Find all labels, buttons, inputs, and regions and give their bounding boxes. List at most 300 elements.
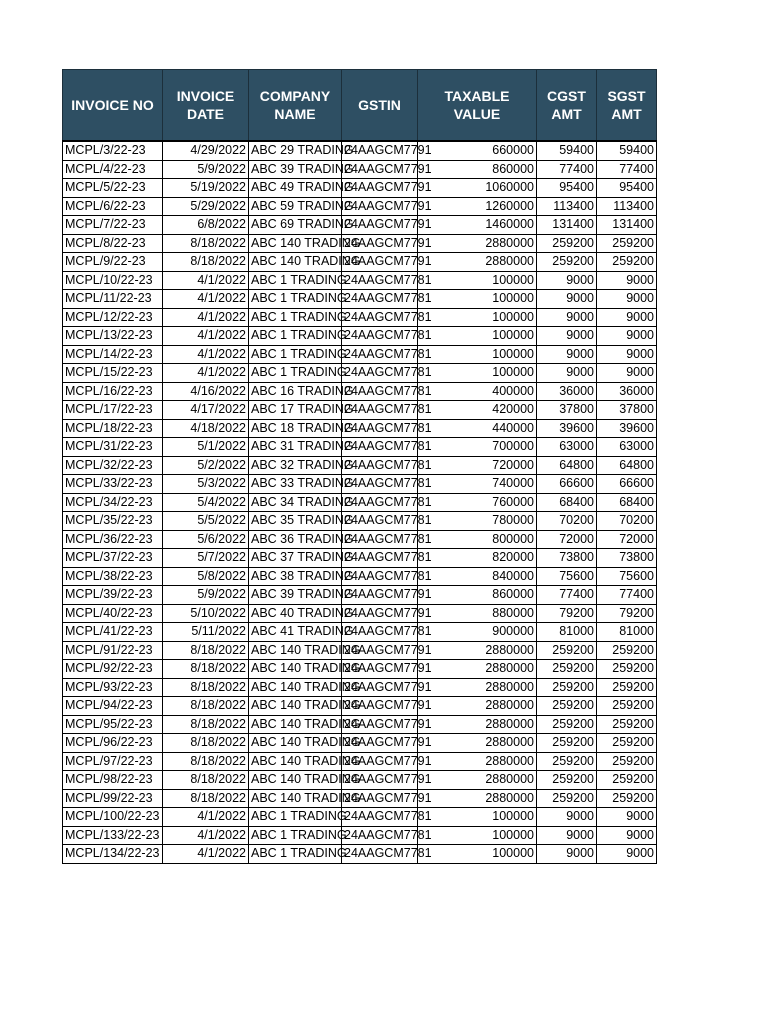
table-row bbox=[63, 586, 657, 605]
cell-invoice-no[interactable]: MCPL/38/22-23 bbox=[63, 567, 163, 586]
cell-gstin[interactable]: 24AAGCM7781 bbox=[342, 345, 418, 364]
cell-gstin[interactable]: 24AAGCM7781 bbox=[342, 419, 418, 438]
cell-sgst-amt[interactable]: 59400 bbox=[597, 141, 657, 160]
cell-company-name[interactable]: ABC 1 TRADING bbox=[249, 808, 342, 827]
cell-company-name[interactable]: ABC 140 TRADING bbox=[249, 660, 342, 679]
cell-cgst-amt[interactable]: 259200 bbox=[537, 752, 597, 771]
cell-sgst-amt[interactable]: 259200 bbox=[597, 660, 657, 679]
cell-cgst-amt[interactable]: 63000 bbox=[537, 438, 597, 457]
cell-gstin[interactable]: 24AAGCM7781 bbox=[342, 271, 418, 290]
cell-company-name[interactable]: ABC 140 TRADING bbox=[249, 752, 342, 771]
cell-taxable-value[interactable]: 100000 bbox=[418, 290, 537, 309]
cell-invoice-date[interactable]: 5/7/2022 bbox=[163, 549, 249, 568]
cell-company-name[interactable]: ABC 140 TRADING bbox=[249, 734, 342, 753]
cell-invoice-date[interactable]: 4/1/2022 bbox=[163, 826, 249, 845]
cell-cgst-amt[interactable]: 131400 bbox=[537, 216, 597, 235]
cell-sgst-amt[interactable]: 81000 bbox=[597, 623, 657, 642]
cell-sgst-amt[interactable]: 259200 bbox=[597, 734, 657, 753]
cell-gstin[interactable]: 24AAGCM7791 bbox=[342, 752, 418, 771]
cell-taxable-value[interactable]: 400000 bbox=[418, 382, 537, 401]
cell-invoice-date[interactable]: 4/16/2022 bbox=[163, 382, 249, 401]
cell-sgst-amt[interactable]: 77400 bbox=[597, 586, 657, 605]
cell-sgst-amt[interactable]: 36000 bbox=[597, 382, 657, 401]
cell-gstin[interactable]: 24AAGCM7781 bbox=[342, 327, 418, 346]
cell-sgst-amt[interactable]: 259200 bbox=[597, 715, 657, 734]
cell-invoice-date[interactable]: 4/17/2022 bbox=[163, 401, 249, 420]
cell-taxable-value[interactable]: 100000 bbox=[418, 364, 537, 383]
cell-gstin[interactable]: 24AAGCM7781 bbox=[342, 512, 418, 531]
cell-cgst-amt[interactable]: 36000 bbox=[537, 382, 597, 401]
cell-invoice-no[interactable]: MCPL/7/22-23 bbox=[63, 216, 163, 235]
cell-company-name[interactable]: ABC 140 TRADING bbox=[249, 697, 342, 716]
cell-taxable-value[interactable]: 2880000 bbox=[418, 734, 537, 753]
table-row bbox=[63, 419, 657, 438]
cell-invoice-no[interactable]: MCPL/133/22-23 bbox=[63, 826, 163, 845]
cell-cgst-amt[interactable]: 73800 bbox=[537, 549, 597, 568]
cell-sgst-amt[interactable]: 37800 bbox=[597, 401, 657, 420]
cell-taxable-value[interactable]: 1460000 bbox=[418, 216, 537, 235]
cell-company-name[interactable]: ABC 39 TRADING bbox=[249, 586, 342, 605]
cell-sgst-amt[interactable]: 79200 bbox=[597, 604, 657, 623]
cell-sgst-amt[interactable]: 64800 bbox=[597, 456, 657, 475]
cell-invoice-no[interactable]: MCPL/99/22-23 bbox=[63, 789, 163, 808]
cell-invoice-date[interactable]: 4/1/2022 bbox=[163, 308, 249, 327]
cell-company-name[interactable]: ABC 1 TRADING bbox=[249, 327, 342, 346]
cell-invoice-no[interactable]: MCPL/17/22-23 bbox=[63, 401, 163, 420]
cell-gstin[interactable]: 24AAGCM7781 bbox=[342, 549, 418, 568]
cell-invoice-date[interactable]: 8/18/2022 bbox=[163, 641, 249, 660]
cell-gstin[interactable]: 24AAGCM7791 bbox=[342, 141, 418, 160]
cell-sgst-amt[interactable]: 259200 bbox=[597, 697, 657, 716]
table-row bbox=[63, 623, 657, 642]
cell-cgst-amt[interactable]: 9000 bbox=[537, 290, 597, 309]
cell-cgst-amt[interactable]: 259200 bbox=[537, 253, 597, 272]
cell-company-name[interactable]: ABC 39 TRADING bbox=[249, 160, 342, 179]
cell-cgst-amt[interactable]: 37800 bbox=[537, 401, 597, 420]
cell-invoice-date[interactable]: 4/1/2022 bbox=[163, 364, 249, 383]
cell-sgst-amt[interactable]: 259200 bbox=[597, 789, 657, 808]
table-row bbox=[63, 234, 657, 253]
cell-taxable-value[interactable]: 2880000 bbox=[418, 697, 537, 716]
cell-company-name[interactable]: ABC 36 TRADING bbox=[249, 530, 342, 549]
cell-gstin[interactable]: 24AAGCM7791 bbox=[342, 771, 418, 790]
cell-invoice-no[interactable]: MCPL/16/22-23 bbox=[63, 382, 163, 401]
cell-taxable-value[interactable]: 100000 bbox=[418, 271, 537, 290]
cell-cgst-amt[interactable]: 259200 bbox=[537, 771, 597, 790]
cell-cgst-amt[interactable]: 68400 bbox=[537, 493, 597, 512]
cell-cgst-amt[interactable]: 259200 bbox=[537, 641, 597, 660]
cell-taxable-value[interactable]: 800000 bbox=[418, 530, 537, 549]
cell-invoice-no[interactable]: MCPL/6/22-23 bbox=[63, 197, 163, 216]
cell-invoice-date[interactable]: 8/18/2022 bbox=[163, 771, 249, 790]
cell-gstin[interactable]: 24AAGCM7791 bbox=[342, 697, 418, 716]
cell-sgst-amt[interactable]: 75600 bbox=[597, 567, 657, 586]
cell-invoice-date[interactable]: 5/6/2022 bbox=[163, 530, 249, 549]
cell-invoice-no[interactable]: MCPL/40/22-23 bbox=[63, 604, 163, 623]
cell-company-name[interactable]: ABC 40 TRADING bbox=[249, 604, 342, 623]
cell-sgst-amt[interactable]: 259200 bbox=[597, 752, 657, 771]
cell-company-name[interactable]: ABC 1 TRADING bbox=[249, 271, 342, 290]
cell-invoice-date[interactable]: 4/1/2022 bbox=[163, 327, 249, 346]
cell-company-name[interactable]: ABC 29 TRADING bbox=[249, 141, 342, 160]
header-invoice-date: INVOICE DATE bbox=[163, 70, 249, 142]
cell-invoice-no[interactable]: MCPL/34/22-23 bbox=[63, 493, 163, 512]
cell-invoice-date[interactable]: 5/4/2022 bbox=[163, 493, 249, 512]
table-row bbox=[63, 549, 657, 568]
cell-company-name[interactable]: ABC 32 TRADING bbox=[249, 456, 342, 475]
cell-company-name[interactable]: ABC 1 TRADING bbox=[249, 826, 342, 845]
cell-gstin[interactable]: 24AAGCM7781 bbox=[342, 382, 418, 401]
cell-company-name[interactable]: ABC 35 TRADING bbox=[249, 512, 342, 531]
table-row bbox=[63, 715, 657, 734]
cell-invoice-no[interactable]: MCPL/37/22-23 bbox=[63, 549, 163, 568]
cell-cgst-amt[interactable]: 9000 bbox=[537, 826, 597, 845]
cell-invoice-date[interactable]: 4/1/2022 bbox=[163, 345, 249, 364]
header-gstin: GSTIN bbox=[342, 70, 418, 142]
cell-taxable-value[interactable]: 660000 bbox=[418, 141, 537, 160]
cell-gstin[interactable]: 24AAGCM7781 bbox=[342, 567, 418, 586]
cell-invoice-date[interactable]: 5/10/2022 bbox=[163, 604, 249, 623]
cell-taxable-value[interactable]: 700000 bbox=[418, 438, 537, 457]
cell-sgst-amt[interactable]: 9000 bbox=[597, 290, 657, 309]
cell-sgst-amt[interactable]: 39600 bbox=[597, 419, 657, 438]
cell-taxable-value[interactable]: 1060000 bbox=[418, 179, 537, 198]
cell-company-name[interactable]: ABC 69 TRADING bbox=[249, 216, 342, 235]
cell-company-name[interactable]: ABC 34 TRADING bbox=[249, 493, 342, 512]
table-row bbox=[63, 845, 657, 864]
cell-cgst-amt[interactable]: 39600 bbox=[537, 419, 597, 438]
cell-invoice-date[interactable]: 5/29/2022 bbox=[163, 197, 249, 216]
invoice-table bbox=[62, 69, 657, 864]
cell-sgst-amt[interactable]: 9000 bbox=[597, 327, 657, 346]
cell-sgst-amt[interactable]: 72000 bbox=[597, 530, 657, 549]
cell-invoice-date[interactable]: 8/18/2022 bbox=[163, 752, 249, 771]
cell-company-name[interactable]: ABC 1 TRADING bbox=[249, 345, 342, 364]
cell-company-name[interactable]: ABC 140 TRADING bbox=[249, 678, 342, 697]
cell-sgst-amt[interactable]: 95400 bbox=[597, 179, 657, 198]
cell-cgst-amt[interactable]: 95400 bbox=[537, 179, 597, 198]
cell-invoice-no[interactable]: MCPL/134/22-23 bbox=[63, 845, 163, 864]
cell-taxable-value[interactable]: 100000 bbox=[418, 808, 537, 827]
cell-sgst-amt[interactable]: 68400 bbox=[597, 493, 657, 512]
cell-cgst-amt[interactable]: 9000 bbox=[537, 845, 597, 864]
cell-sgst-amt[interactable]: 113400 bbox=[597, 197, 657, 216]
cell-company-name[interactable]: ABC 140 TRADING bbox=[249, 771, 342, 790]
cell-invoice-no[interactable]: MCPL/18/22-23 bbox=[63, 419, 163, 438]
table-row bbox=[63, 216, 657, 235]
cell-sgst-amt[interactable]: 9000 bbox=[597, 364, 657, 383]
cell-sgst-amt[interactable]: 131400 bbox=[597, 216, 657, 235]
cell-taxable-value[interactable]: 2880000 bbox=[418, 253, 537, 272]
cell-invoice-no[interactable]: MCPL/35/22-23 bbox=[63, 512, 163, 531]
table-row bbox=[63, 290, 657, 309]
cell-invoice-no[interactable]: MCPL/14/22-23 bbox=[63, 345, 163, 364]
cell-gstin[interactable]: 24AAGCM7791 bbox=[342, 179, 418, 198]
cell-taxable-value[interactable]: 2880000 bbox=[418, 234, 537, 253]
cell-invoice-date[interactable]: 4/29/2022 bbox=[163, 141, 249, 160]
cell-invoice-date[interactable]: 8/18/2022 bbox=[163, 678, 249, 697]
table-row bbox=[63, 567, 657, 586]
cell-invoice-no[interactable]: MCPL/13/22-23 bbox=[63, 327, 163, 346]
cell-invoice-date[interactable]: 8/18/2022 bbox=[163, 789, 249, 808]
cell-cgst-amt[interactable]: 66600 bbox=[537, 475, 597, 494]
cell-gstin[interactable]: 24AAGCM7791 bbox=[342, 715, 418, 734]
cell-invoice-no[interactable]: MCPL/5/22-23 bbox=[63, 179, 163, 198]
cell-company-name[interactable]: ABC 1 TRADING bbox=[249, 290, 342, 309]
cell-cgst-amt[interactable]: 259200 bbox=[537, 789, 597, 808]
cell-gstin[interactable]: 24AAGCM7781 bbox=[342, 826, 418, 845]
cell-invoice-no[interactable]: MCPL/12/22-23 bbox=[63, 308, 163, 327]
cell-invoice-no[interactable]: MCPL/9/22-23 bbox=[63, 253, 163, 272]
cell-sgst-amt[interactable]: 9000 bbox=[597, 845, 657, 864]
cell-gstin[interactable]: 24AAGCM7781 bbox=[342, 401, 418, 420]
cell-cgst-amt[interactable]: 81000 bbox=[537, 623, 597, 642]
cell-cgst-amt[interactable]: 77400 bbox=[537, 160, 597, 179]
table-row bbox=[63, 364, 657, 383]
cell-taxable-value[interactable]: 2880000 bbox=[418, 771, 537, 790]
table-row bbox=[63, 734, 657, 753]
cell-taxable-value[interactable]: 760000 bbox=[418, 493, 537, 512]
cell-taxable-value[interactable]: 420000 bbox=[418, 401, 537, 420]
cell-invoice-date[interactable]: 8/18/2022 bbox=[163, 734, 249, 753]
cell-company-name[interactable]: ABC 140 TRADING bbox=[249, 789, 342, 808]
header-taxable-value: TAXABLE VALUE bbox=[418, 70, 537, 142]
cell-cgst-amt[interactable]: 259200 bbox=[537, 715, 597, 734]
cell-cgst-amt[interactable]: 9000 bbox=[537, 308, 597, 327]
table-row bbox=[63, 493, 657, 512]
cell-cgst-amt[interactable]: 259200 bbox=[537, 234, 597, 253]
cell-invoice-date[interactable]: 5/11/2022 bbox=[163, 623, 249, 642]
cell-invoice-no[interactable]: MCPL/94/22-23 bbox=[63, 697, 163, 716]
cell-sgst-amt[interactable]: 9000 bbox=[597, 808, 657, 827]
cell-invoice-no[interactable]: MCPL/93/22-23 bbox=[63, 678, 163, 697]
cell-gstin[interactable]: 24AAGCM7781 bbox=[342, 290, 418, 309]
cell-company-name[interactable]: ABC 140 TRADING bbox=[249, 253, 342, 272]
cell-cgst-amt[interactable]: 9000 bbox=[537, 364, 597, 383]
cell-taxable-value[interactable]: 780000 bbox=[418, 512, 537, 531]
cell-company-name[interactable]: ABC 41 TRADING bbox=[249, 623, 342, 642]
cell-taxable-value[interactable]: 100000 bbox=[418, 308, 537, 327]
cell-gstin[interactable]: 24AAGCM7781 bbox=[342, 845, 418, 864]
cell-invoice-date[interactable]: 4/1/2022 bbox=[163, 290, 249, 309]
cell-invoice-no[interactable]: MCPL/10/22-23 bbox=[63, 271, 163, 290]
cell-company-name[interactable]: ABC 18 TRADING bbox=[249, 419, 342, 438]
cell-company-name[interactable]: ABC 33 TRADING bbox=[249, 475, 342, 494]
cell-taxable-value[interactable]: 100000 bbox=[418, 345, 537, 364]
cell-company-name[interactable]: ABC 1 TRADING bbox=[249, 845, 342, 864]
cell-cgst-amt[interactable]: 79200 bbox=[537, 604, 597, 623]
cell-sgst-amt[interactable]: 259200 bbox=[597, 641, 657, 660]
cell-company-name[interactable]: ABC 38 TRADING bbox=[249, 567, 342, 586]
cell-gstin[interactable]: 24AAGCM7791 bbox=[342, 216, 418, 235]
cell-company-name[interactable]: ABC 1 TRADING bbox=[249, 308, 342, 327]
cell-invoice-date[interactable]: 8/18/2022 bbox=[163, 660, 249, 679]
table-row bbox=[63, 253, 657, 272]
cell-invoice-no[interactable]: MCPL/33/22-23 bbox=[63, 475, 163, 494]
cell-gstin[interactable]: 24AAGCM7791 bbox=[342, 789, 418, 808]
cell-cgst-amt[interactable]: 9000 bbox=[537, 808, 597, 827]
cell-gstin[interactable]: 24AAGCM7791 bbox=[342, 678, 418, 697]
cell-taxable-value[interactable]: 1260000 bbox=[418, 197, 537, 216]
cell-invoice-no[interactable]: MCPL/31/22-23 bbox=[63, 438, 163, 457]
cell-cgst-amt[interactable]: 70200 bbox=[537, 512, 597, 531]
cell-sgst-amt[interactable]: 70200 bbox=[597, 512, 657, 531]
cell-taxable-value[interactable]: 720000 bbox=[418, 456, 537, 475]
cell-invoice-date[interactable]: 4/1/2022 bbox=[163, 845, 249, 864]
cell-gstin[interactable]: 24AAGCM7791 bbox=[342, 641, 418, 660]
cell-sgst-amt[interactable]: 77400 bbox=[597, 160, 657, 179]
cell-gstin[interactable]: 24AAGCM7781 bbox=[342, 808, 418, 827]
cell-company-name[interactable]: ABC 140 TRADING bbox=[249, 234, 342, 253]
cell-sgst-amt[interactable]: 66600 bbox=[597, 475, 657, 494]
cell-invoice-date[interactable]: 5/5/2022 bbox=[163, 512, 249, 531]
cell-gstin[interactable]: 24AAGCM7791 bbox=[342, 160, 418, 179]
cell-sgst-amt[interactable]: 259200 bbox=[597, 234, 657, 253]
cell-company-name[interactable]: ABC 16 TRADING bbox=[249, 382, 342, 401]
cell-cgst-amt[interactable]: 259200 bbox=[537, 734, 597, 753]
cell-invoice-no[interactable]: MCPL/96/22-23 bbox=[63, 734, 163, 753]
cell-taxable-value[interactable]: 860000 bbox=[418, 160, 537, 179]
cell-invoice-date[interactable]: 5/1/2022 bbox=[163, 438, 249, 457]
cell-taxable-value[interactable]: 2880000 bbox=[418, 789, 537, 808]
cell-invoice-no[interactable]: MCPL/4/22-23 bbox=[63, 160, 163, 179]
cell-invoice-date[interactable]: 6/8/2022 bbox=[163, 216, 249, 235]
cell-gstin[interactable]: 24AAGCM7781 bbox=[342, 475, 418, 494]
cell-company-name[interactable]: ABC 17 TRADING bbox=[249, 401, 342, 420]
cell-gstin[interactable]: 24AAGCM7781 bbox=[342, 623, 418, 642]
cell-cgst-amt[interactable]: 72000 bbox=[537, 530, 597, 549]
cell-taxable-value[interactable]: 2880000 bbox=[418, 678, 537, 697]
cell-taxable-value[interactable]: 820000 bbox=[418, 549, 537, 568]
cell-invoice-no[interactable]: MCPL/8/22-23 bbox=[63, 234, 163, 253]
cell-invoice-date[interactable]: 5/9/2022 bbox=[163, 586, 249, 605]
cell-taxable-value[interactable]: 100000 bbox=[418, 826, 537, 845]
cell-gstin[interactable]: 24AAGCM7781 bbox=[342, 456, 418, 475]
cell-cgst-amt[interactable]: 77400 bbox=[537, 586, 597, 605]
cell-invoice-date[interactable]: 8/18/2022 bbox=[163, 715, 249, 734]
cell-company-name[interactable]: ABC 140 TRADING bbox=[249, 641, 342, 660]
cell-sgst-amt[interactable]: 259200 bbox=[597, 678, 657, 697]
cell-invoice-no[interactable]: MCPL/92/22-23 bbox=[63, 660, 163, 679]
cell-invoice-no[interactable]: MCPL/95/22-23 bbox=[63, 715, 163, 734]
cell-sgst-amt[interactable]: 9000 bbox=[597, 271, 657, 290]
cell-gstin[interactable]: 24AAGCM7781 bbox=[342, 530, 418, 549]
cell-sgst-amt[interactable]: 9000 bbox=[597, 345, 657, 364]
cell-invoice-no[interactable]: MCPL/36/22-23 bbox=[63, 530, 163, 549]
cell-cgst-amt[interactable]: 75600 bbox=[537, 567, 597, 586]
cell-cgst-amt[interactable]: 259200 bbox=[537, 678, 597, 697]
cell-cgst-amt[interactable]: 9000 bbox=[537, 271, 597, 290]
cell-company-name[interactable]: ABC 37 TRADING bbox=[249, 549, 342, 568]
cell-invoice-no[interactable]: MCPL/39/22-23 bbox=[63, 586, 163, 605]
table-row bbox=[63, 456, 657, 475]
cell-taxable-value[interactable]: 880000 bbox=[418, 604, 537, 623]
cell-invoice-no[interactable]: MCPL/3/22-23 bbox=[63, 141, 163, 160]
cell-cgst-amt[interactable]: 64800 bbox=[537, 456, 597, 475]
table-row bbox=[63, 678, 657, 697]
table-row bbox=[63, 530, 657, 549]
cell-sgst-amt[interactable]: 9000 bbox=[597, 826, 657, 845]
cell-invoice-no[interactable]: MCPL/15/22-23 bbox=[63, 364, 163, 383]
cell-invoice-no[interactable]: MCPL/32/22-23 bbox=[63, 456, 163, 475]
table-row bbox=[63, 752, 657, 771]
table-row bbox=[63, 604, 657, 623]
cell-invoice-date[interactable]: 5/19/2022 bbox=[163, 179, 249, 198]
cell-invoice-date[interactable]: 8/18/2022 bbox=[163, 234, 249, 253]
cell-taxable-value[interactable]: 100000 bbox=[418, 327, 537, 346]
cell-gstin[interactable]: 24AAGCM7791 bbox=[342, 734, 418, 753]
cell-taxable-value[interactable]: 860000 bbox=[418, 586, 537, 605]
cell-taxable-value[interactable]: 2880000 bbox=[418, 660, 537, 679]
cell-gstin[interactable]: 24AAGCM7791 bbox=[342, 604, 418, 623]
cell-taxable-value[interactable]: 740000 bbox=[418, 475, 537, 494]
cell-taxable-value[interactable]: 2880000 bbox=[418, 715, 537, 734]
cell-invoice-no[interactable]: MCPL/91/22-23 bbox=[63, 641, 163, 660]
cell-taxable-value[interactable]: 900000 bbox=[418, 623, 537, 642]
cell-sgst-amt[interactable]: 63000 bbox=[597, 438, 657, 457]
cell-taxable-value[interactable]: 440000 bbox=[418, 419, 537, 438]
table-row bbox=[63, 641, 657, 660]
table-row bbox=[63, 808, 657, 827]
cell-gstin[interactable]: 24AAGCM7791 bbox=[342, 234, 418, 253]
cell-invoice-date[interactable]: 4/1/2022 bbox=[163, 808, 249, 827]
cell-gstin[interactable]: 24AAGCM7791 bbox=[342, 197, 418, 216]
cell-invoice-no[interactable]: MCPL/11/22-23 bbox=[63, 290, 163, 309]
cell-invoice-date[interactable]: 8/18/2022 bbox=[163, 253, 249, 272]
cell-invoice-date[interactable]: 4/1/2022 bbox=[163, 271, 249, 290]
table-row bbox=[63, 771, 657, 790]
cell-company-name[interactable]: ABC 49 TRADING bbox=[249, 179, 342, 198]
cell-invoice-date[interactable]: 4/18/2022 bbox=[163, 419, 249, 438]
cell-company-name[interactable]: ABC 59 TRADING bbox=[249, 197, 342, 216]
cell-taxable-value[interactable]: 2880000 bbox=[418, 641, 537, 660]
cell-gstin[interactable]: 24AAGCM7791 bbox=[342, 586, 418, 605]
cell-gstin[interactable]: 24AAGCM7781 bbox=[342, 308, 418, 327]
cell-cgst-amt[interactable]: 59400 bbox=[537, 141, 597, 160]
cell-company-name[interactable]: ABC 1 TRADING bbox=[249, 364, 342, 383]
cell-invoice-date[interactable]: 8/18/2022 bbox=[163, 697, 249, 716]
cell-cgst-amt[interactable]: 259200 bbox=[537, 660, 597, 679]
cell-cgst-amt[interactable]: 9000 bbox=[537, 327, 597, 346]
cell-invoice-no[interactable]: MCPL/100/22-23 bbox=[63, 808, 163, 827]
cell-company-name[interactable]: ABC 31 TRADING bbox=[249, 438, 342, 457]
cell-gstin[interactable]: 24AAGCM7791 bbox=[342, 253, 418, 272]
cell-sgst-amt[interactable]: 9000 bbox=[597, 308, 657, 327]
cell-invoice-no[interactable]: MCPL/41/22-23 bbox=[63, 623, 163, 642]
cell-cgst-amt[interactable]: 9000 bbox=[537, 345, 597, 364]
cell-gstin[interactable]: 24AAGCM7781 bbox=[342, 493, 418, 512]
cell-company-name[interactable]: ABC 140 TRADING bbox=[249, 715, 342, 734]
cell-gstin[interactable]: 24AAGCM7781 bbox=[342, 364, 418, 383]
cell-sgst-amt[interactable]: 259200 bbox=[597, 771, 657, 790]
cell-gstin[interactable]: 24AAGCM7791 bbox=[342, 660, 418, 679]
cell-sgst-amt[interactable]: 73800 bbox=[597, 549, 657, 568]
cell-invoice-date[interactable]: 5/2/2022 bbox=[163, 456, 249, 475]
table-row bbox=[63, 197, 657, 216]
cell-gstin[interactable]: 24AAGCM7781 bbox=[342, 438, 418, 457]
cell-invoice-no[interactable]: MCPL/98/22-23 bbox=[63, 771, 163, 790]
cell-taxable-value[interactable]: 2880000 bbox=[418, 752, 537, 771]
cell-taxable-value[interactable]: 840000 bbox=[418, 567, 537, 586]
cell-cgst-amt[interactable]: 113400 bbox=[537, 197, 597, 216]
cell-invoice-date[interactable]: 5/8/2022 bbox=[163, 567, 249, 586]
cell-taxable-value[interactable]: 100000 bbox=[418, 845, 537, 864]
cell-invoice-date[interactable]: 5/9/2022 bbox=[163, 160, 249, 179]
cell-invoice-date[interactable]: 5/3/2022 bbox=[163, 475, 249, 494]
cell-sgst-amt[interactable]: 259200 bbox=[597, 253, 657, 272]
cell-cgst-amt[interactable]: 259200 bbox=[537, 697, 597, 716]
cell-invoice-no[interactable]: MCPL/97/22-23 bbox=[63, 752, 163, 771]
